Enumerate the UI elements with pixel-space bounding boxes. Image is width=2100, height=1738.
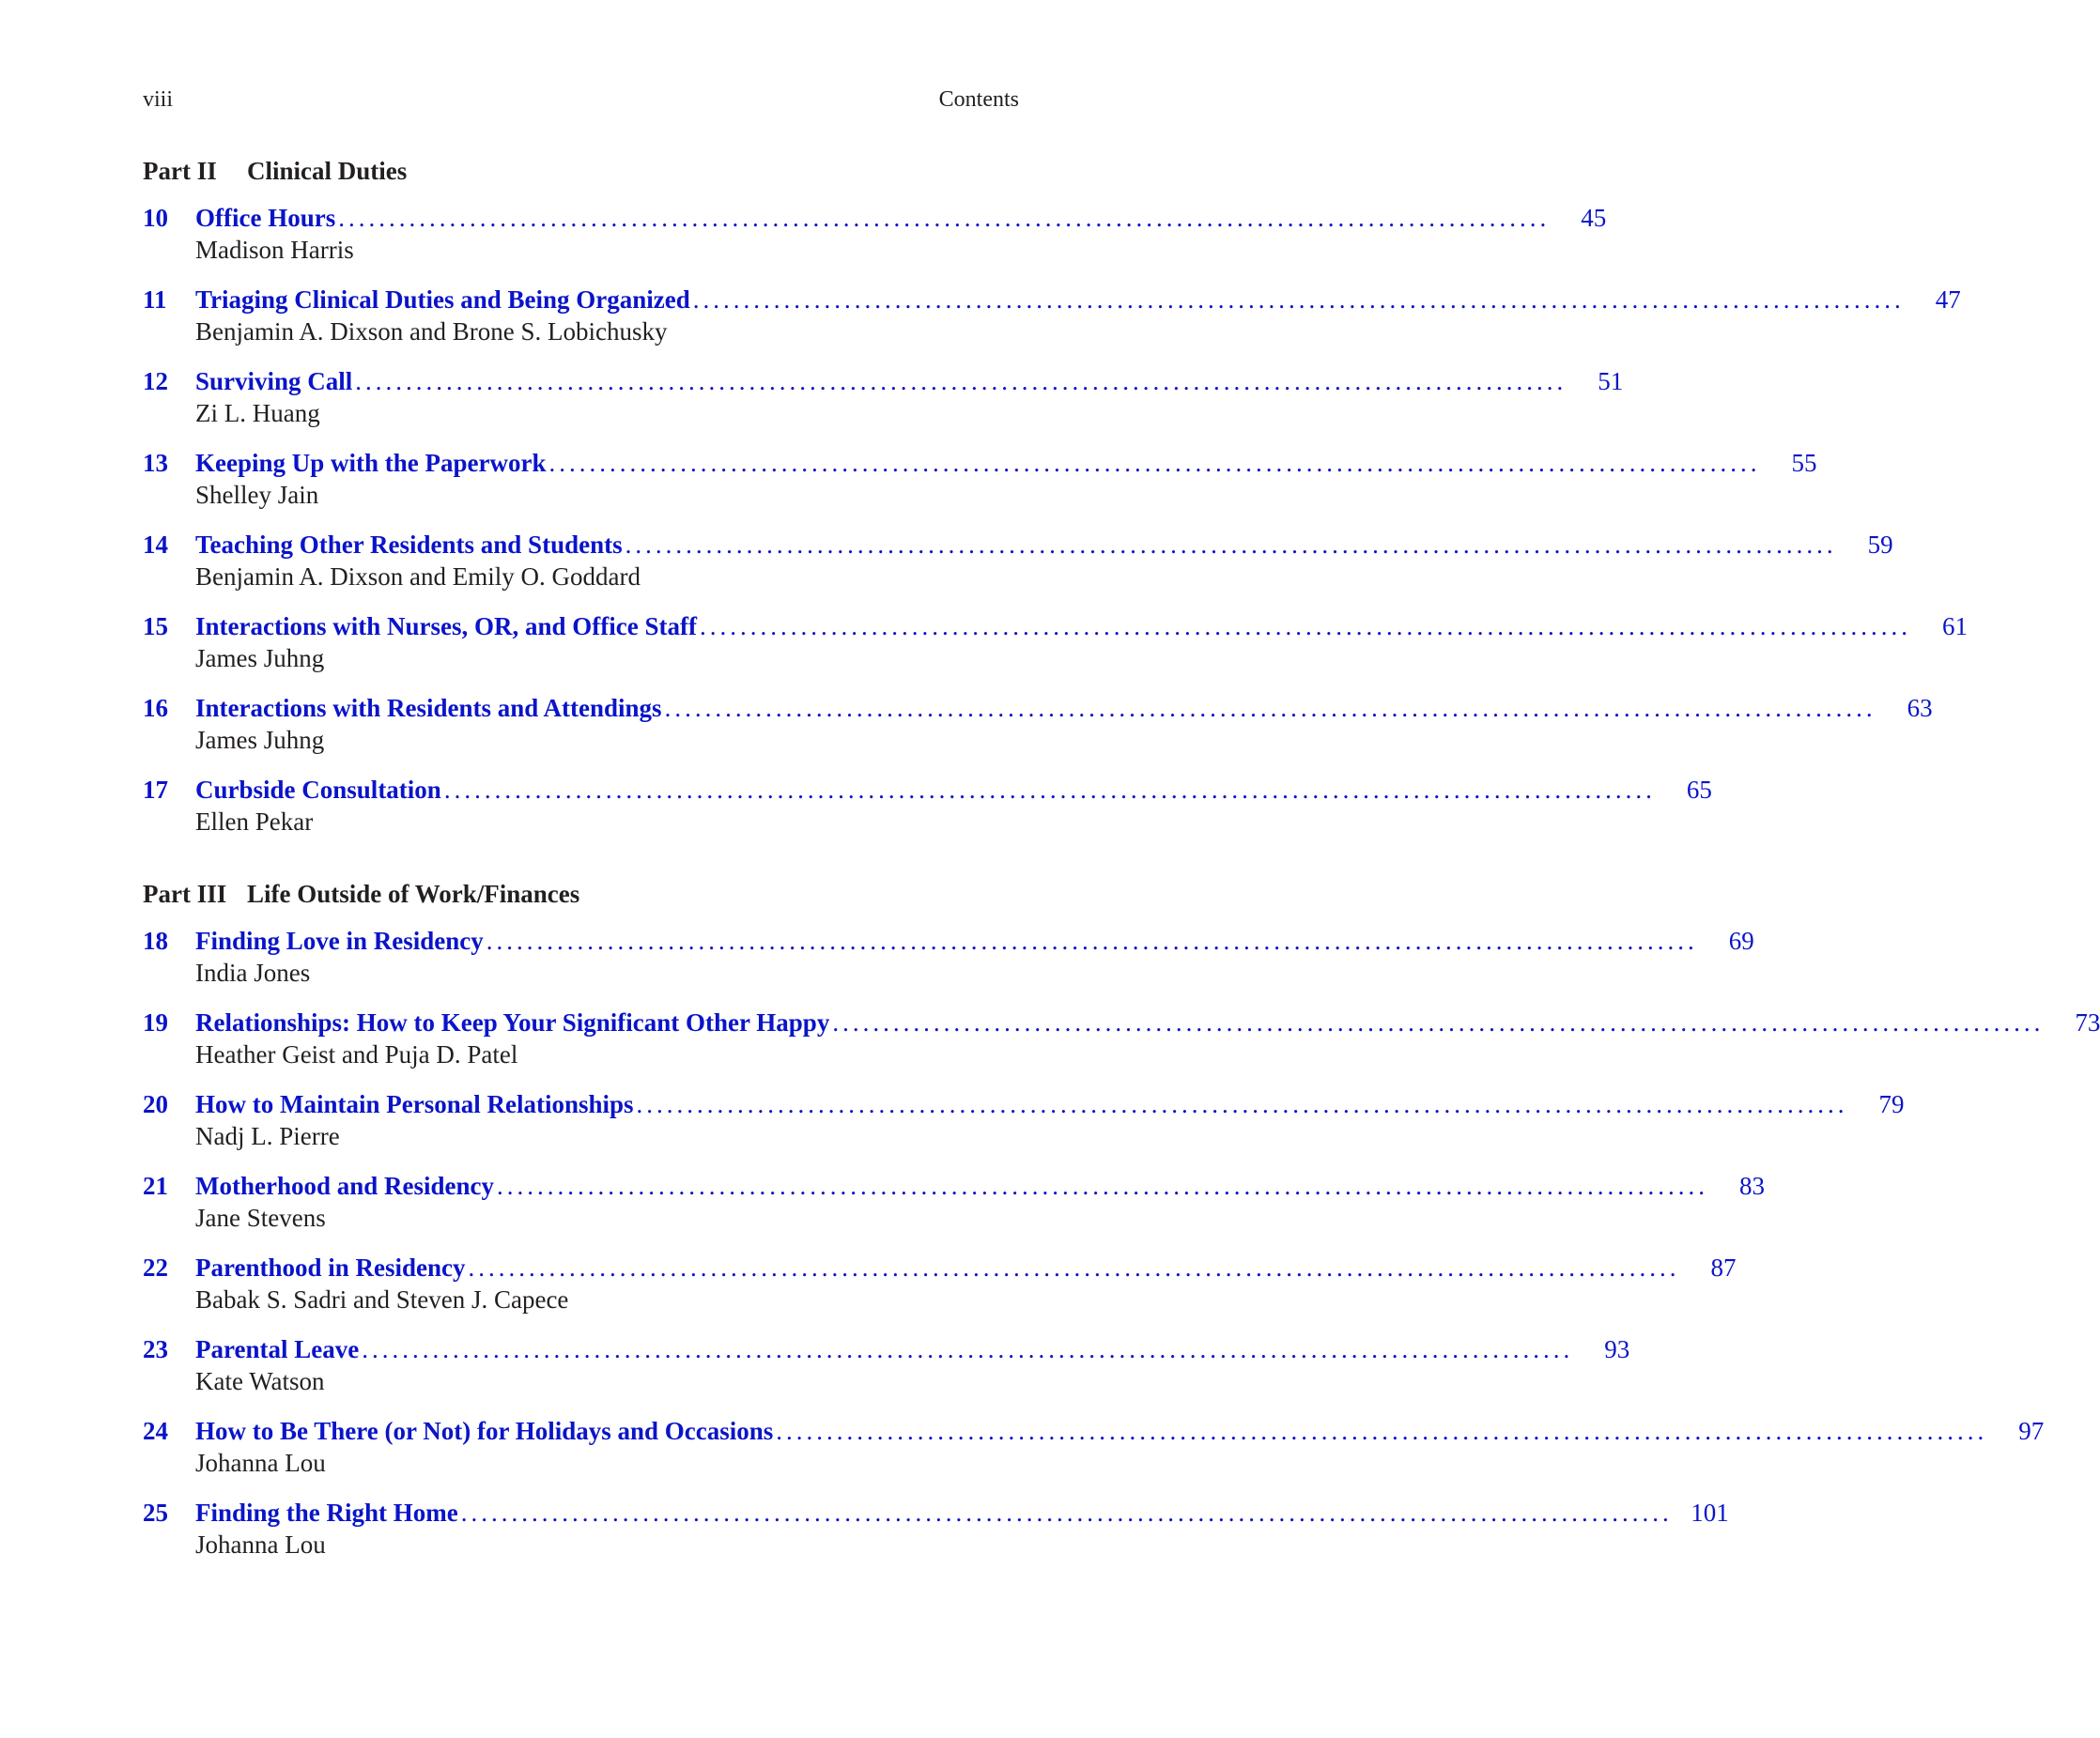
contents-page — [143, 86, 2100, 1561]
part-label: Part II — [143, 157, 217, 185]
dot-leader: ........................................................................................................................ — [692, 285, 1905, 314]
chapter-number[interactable]: 25 — [143, 1499, 168, 1527]
chapter-number[interactable]: 20 — [143, 1090, 168, 1118]
chapter-title-link[interactable]: Keeping Up with the Paperwork — [195, 449, 547, 477]
toc-entry-line — [143, 1253, 1737, 1284]
toc-entry-line — [143, 693, 1933, 724]
toc-entry[interactable] — [143, 775, 1712, 838]
toc-entry[interactable] — [143, 366, 1624, 429]
part-chapter-list — [143, 203, 1968, 838]
toc-entry[interactable] — [143, 1171, 1766, 1234]
toc-entry[interactable] — [143, 693, 1933, 756]
chapter-number[interactable]: 19 — [143, 1008, 168, 1037]
toc-entry[interactable] — [143, 926, 1754, 989]
chapter-page-link[interactable]: 93 — [1604, 1335, 1630, 1363]
toc-entry[interactable] — [143, 1089, 1905, 1152]
dot-leader: ........................................................................................................................ — [338, 204, 1551, 232]
dot-leader: ........................................................................................................................ — [699, 612, 1911, 640]
chapter-number[interactable]: 13 — [143, 449, 168, 477]
part-title: Life Outside of Work/Finances — [247, 880, 580, 908]
dot-leader: ........................................................................................................................ — [443, 776, 1656, 804]
toc-entry[interactable] — [143, 203, 1607, 266]
chapter-title-link[interactable]: Surviving Call — [195, 367, 353, 395]
chapter-page-link[interactable]: 101 — [1691, 1499, 1729, 1527]
chapter-number[interactable]: 10 — [143, 204, 168, 232]
chapter-page-link[interactable]: 45 — [1581, 204, 1607, 232]
toc-entry[interactable] — [143, 448, 1817, 511]
chapter-title-link[interactable]: Interactions with Residents and Attendings — [195, 694, 662, 722]
toc-entry-line — [143, 203, 1607, 234]
toc-entry[interactable] — [143, 530, 1893, 592]
toc-entry[interactable] — [143, 1007, 2100, 1070]
part-title: Clinical Duties — [247, 157, 408, 185]
chapter-number[interactable]: 12 — [143, 367, 168, 395]
chapter-number[interactable]: 17 — [143, 776, 168, 804]
chapter-page-link[interactable]: 51 — [1598, 367, 1624, 395]
toc-entry-line — [143, 611, 1968, 642]
toc-entry-line — [143, 1171, 1766, 1202]
dot-leader: ........................................................................................................................ — [355, 367, 1567, 395]
dot-leader: ........................................................................................................................ — [468, 1254, 1680, 1282]
chapter-number[interactable]: 11 — [143, 285, 167, 314]
toc-entry-line — [143, 775, 1712, 806]
chapter-authors: Ellen Pekar — [195, 807, 314, 836]
toc-entry-line — [143, 530, 1893, 561]
toc-entry-line — [143, 366, 1624, 397]
chapter-page-link[interactable]: 87 — [1710, 1254, 1737, 1282]
chapter-authors: Kate Watson — [195, 1367, 325, 1395]
chapter-authors: Zi L. Huang — [195, 399, 320, 427]
chapter-authors: Johanna Lou — [195, 1530, 326, 1559]
chapter-authors: Heather Geist and Puja D. Patel — [195, 1040, 518, 1069]
toc-entry-line — [143, 285, 1961, 315]
chapter-page-link[interactable]: 61 — [1941, 612, 1968, 640]
chapter-title-link[interactable]: Triaging Clinical Duties and Being Organized — [195, 285, 690, 314]
toc-entry-line — [143, 1007, 2100, 1038]
chapter-authors: Johanna Lou — [195, 1449, 326, 1477]
dot-leader: ........................................................................................................................ — [664, 694, 1876, 722]
dot-leader: ........................................................................................................................ — [497, 1172, 1709, 1200]
chapter-number[interactable]: 22 — [143, 1254, 168, 1282]
part-heading — [143, 879, 1019, 909]
chapter-page-link[interactable]: 65 — [1686, 776, 1712, 804]
dot-leader: ........................................................................................................................ — [460, 1499, 1673, 1527]
dot-leader: ........................................................................................................................ — [832, 1008, 2045, 1037]
part-label: Part III — [143, 880, 227, 908]
chapter-number[interactable]: 21 — [143, 1172, 168, 1200]
chapter-title-link[interactable]: Finding the Right Home — [195, 1499, 458, 1527]
chapter-authors: James Juhng — [195, 726, 325, 754]
running-title: Contents — [938, 87, 1019, 112]
dot-leader: ........................................................................................................................ — [625, 531, 1837, 559]
toc-entry-line — [143, 1089, 1905, 1120]
chapter-page-link[interactable]: 55 — [1791, 449, 1817, 477]
chapter-number[interactable]: 15 — [143, 612, 168, 640]
dot-leader: ........................................................................................................................ — [548, 449, 1761, 477]
toc-entry[interactable] — [143, 611, 1968, 674]
chapter-authors: James Juhng — [195, 644, 325, 672]
part-chapter-list — [143, 926, 2100, 1561]
toc-entry-line — [143, 1416, 2045, 1447]
chapter-authors: Shelley Jain — [195, 481, 319, 509]
chapter-authors: Benjamin A. Dixson and Brone S. Lobichusky — [195, 317, 668, 346]
chapter-title-link[interactable]: Teaching Other Residents and Students — [195, 531, 623, 559]
part-heading — [143, 156, 1019, 186]
chapter-title-link[interactable]: Relationships: How to Keep Your Significant Other Happy — [195, 1008, 830, 1037]
page-number: viii — [143, 87, 174, 112]
chapter-number[interactable]: 23 — [143, 1335, 168, 1363]
chapter-number[interactable]: 14 — [143, 531, 168, 559]
toc-entry-line — [143, 926, 1754, 957]
chapter-title-link[interactable]: Parental Leave — [195, 1335, 360, 1363]
toc-entry[interactable] — [143, 285, 1961, 347]
chapter-authors: Jane Stevens — [195, 1204, 326, 1232]
chapter-title-link[interactable]: Motherhood and Residency — [195, 1172, 495, 1200]
chapter-title-link[interactable]: Curbside Consultation — [195, 776, 441, 804]
chapter-page-link[interactable]: 97 — [2018, 1417, 2045, 1445]
chapter-number[interactable]: 18 — [143, 927, 168, 955]
dot-leader: ........................................................................................................................ — [776, 1417, 1988, 1445]
chapter-number[interactable]: 24 — [143, 1417, 168, 1445]
chapter-authors: Nadj L. Pierre — [195, 1122, 340, 1150]
toc-entry-line — [143, 1498, 1729, 1529]
chapter-authors: Babak S. Sadri and Steven J. Capece — [195, 1285, 569, 1314]
toc-entry[interactable] — [143, 1253, 1737, 1315]
chapter-title-link[interactable]: How to Maintain Personal Relationships — [195, 1090, 634, 1118]
chapter-page-link[interactable]: 83 — [1739, 1172, 1766, 1200]
chapter-title-link[interactable]: How to Be There (or Not) for Holidays and Occasions — [195, 1417, 774, 1445]
chapter-page-link[interactable]: 63 — [1907, 694, 1933, 722]
chapter-title-link[interactable]: Interactions with Nurses, OR, and Office Staff — [195, 612, 697, 640]
chapter-title-link[interactable]: Office Hours — [195, 204, 336, 232]
dot-leader: ........................................................................................................................ — [362, 1335, 1574, 1363]
chapter-title-link[interactable]: Finding Love in Residency — [195, 927, 484, 955]
toc-entry[interactable] — [143, 1416, 2045, 1479]
chapter-page-link[interactable]: 69 — [1728, 927, 1754, 955]
chapter-authors: Madison Harris — [195, 236, 354, 264]
dot-leader: ........................................................................................................................ — [486, 927, 1698, 955]
chapter-page-link[interactable]: 73 — [2075, 1008, 2100, 1037]
running-head — [143, 86, 1019, 113]
dot-leader: ........................................................................................................................ — [636, 1090, 1848, 1118]
chapter-authors: India Jones — [195, 959, 311, 987]
chapter-number[interactable]: 16 — [143, 694, 168, 722]
chapter-title-link[interactable]: Parenthood in Residency — [195, 1254, 466, 1282]
toc-entry-line — [143, 448, 1817, 479]
toc-entry[interactable] — [143, 1498, 1729, 1561]
chapter-page-link[interactable]: 79 — [1878, 1090, 1905, 1118]
toc-entry[interactable] — [143, 1334, 1630, 1397]
chapter-authors: Benjamin A. Dixson and Emily O. Goddard — [195, 562, 641, 591]
chapter-page-link[interactable]: 47 — [1935, 285, 1961, 314]
toc-entry-line — [143, 1334, 1630, 1365]
chapter-page-link[interactable]: 59 — [1867, 531, 1893, 559]
